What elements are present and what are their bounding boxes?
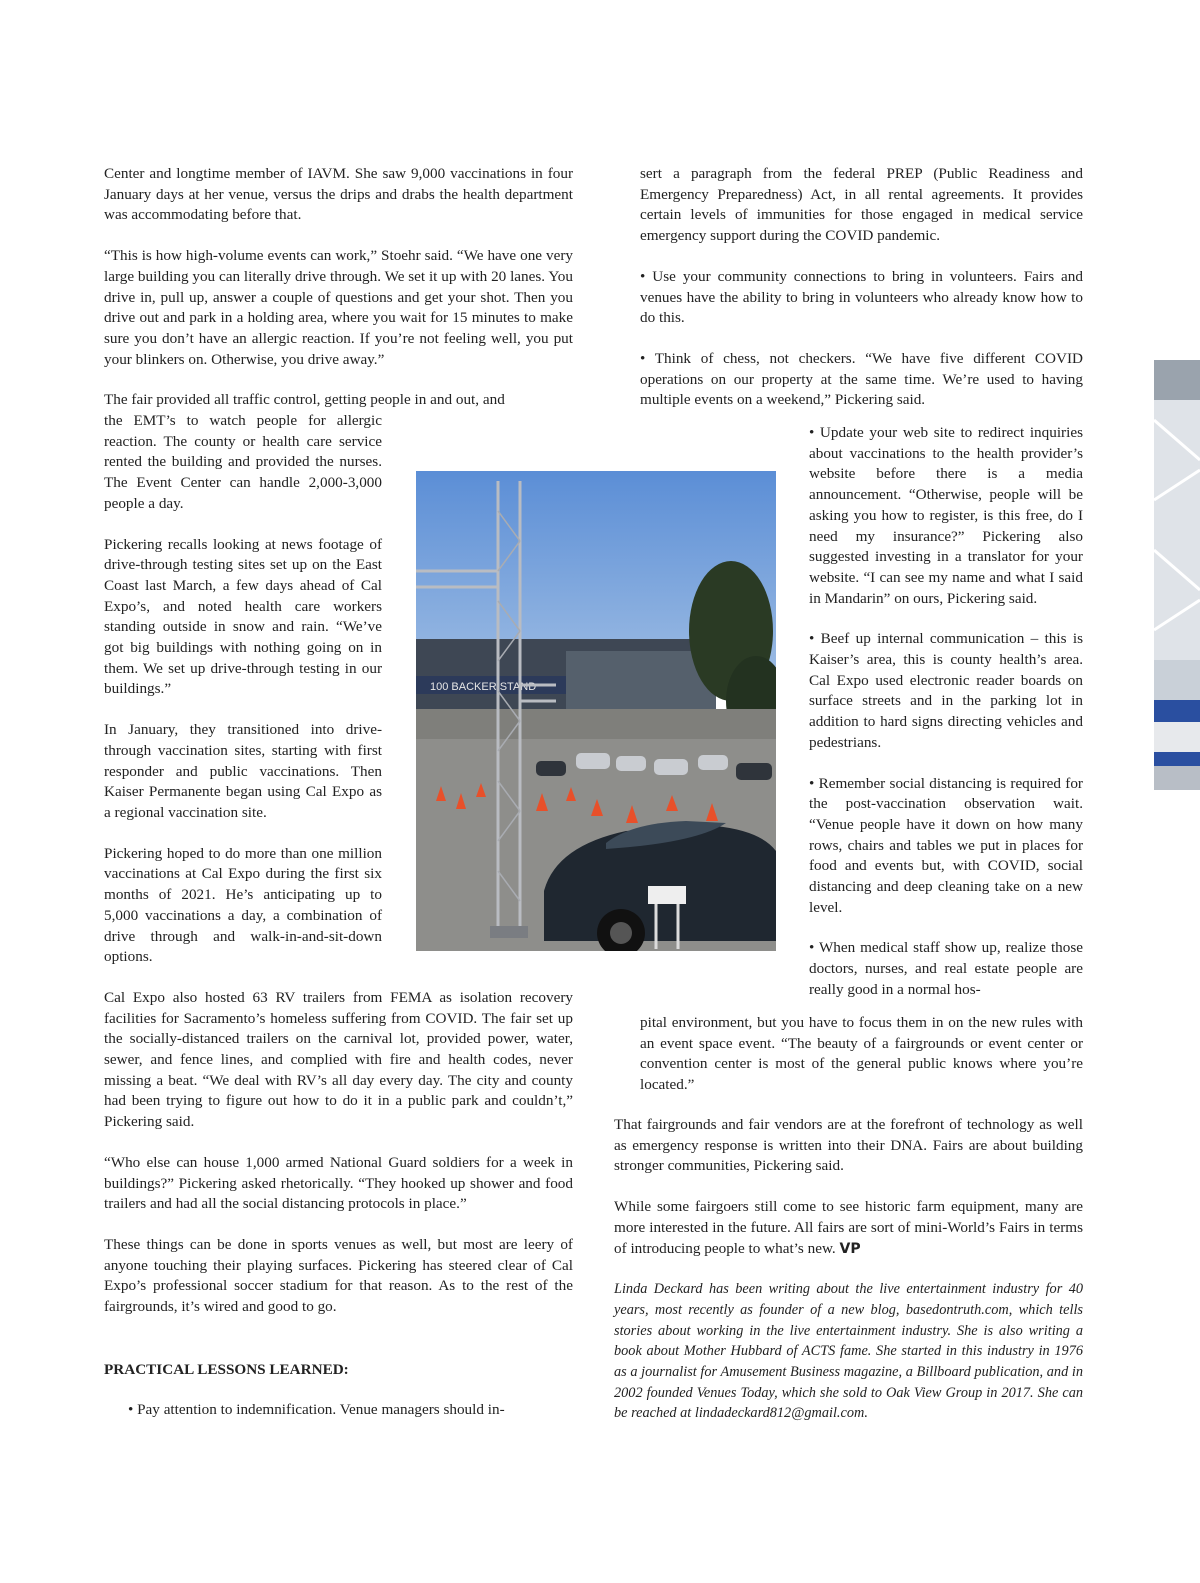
right-column-lower bbox=[614, 1115, 1083, 1444]
paragraph: Center and longtime member of IAVM. She saw 9,000 vaccinations in four January days at her venue, versus the drips and drabs the health department was accommodating before that. bbox=[104, 165, 573, 224]
author-bio: Linda Deckard has been writing about the live entertainment industry for 40 years, most recently as founder of a new blog, basedontruth.com, which tells stories about working in the live entertainment industry. She is also writing a book about Mother Hubbard of ACTS fame. She started in this industry in 1976 as a journalist for Amusement Business magazine, a Billboard publication, and in 2002 founded Venues Today, which she sold to Oak View Group in 2017. She can be reached at lindadeckard812@gmail.com. bbox=[614, 1281, 1083, 1422]
paragraph: These things can be done in sports venues as well, but most are leery of anyone touching their playing surfaces. Pickering has steered clear of Cal Expo’s professional soccer stadium for that reason. As to the rest of the fairgrounds, it’s wired and good to go. bbox=[104, 1235, 573, 1316]
paragraph-text: While some fairgoers still come to see historic farm equipment, many are more interested in the future. All fairs are sort of mini-World’s Fairs in terms of introducing people to what’s new. bbox=[614, 1198, 1083, 1257]
paragraph: Pickering recalls looking at news footage of drive-through testing sites set up on the East Coast last March, a few days ahead of Cal Expo’s, and noted health care workers standing outside in snow and rain. “We’ve got big buildings with nothing going on in them. We set up drive-through testing in our buildings.” bbox=[104, 535, 382, 698]
bullet-item: • Use your community connections to bring in volunteers. Fairs and venues have the ability to bring in volunteers who already know how to do this. bbox=[640, 267, 1083, 327]
right-column-continued bbox=[640, 1013, 1083, 1096]
paragraph: In January, they transitioned into drive-through vaccination sites, starting with first responder and public vaccinations. Then Kaiser Permanente began using Cal Expo as a regional vaccination site. bbox=[104, 721, 382, 821]
vaccination-site-photo bbox=[416, 471, 776, 951]
paragraph: The fair provided all traffic control, getting people in and out, and bbox=[104, 391, 505, 409]
closing-paragraph bbox=[614, 1197, 1083, 1259]
photo-illustration bbox=[416, 471, 776, 951]
paragraph: Pickering hoped to do more than one million vaccinations at Cal Expo during the first six months of 2021. He’s anticipating up to 5,000 vaccinations a day, a combination of drive through and walk-in-and-sit-down options. bbox=[104, 844, 382, 966]
paragraph: pital environment, but you have to focus them in on the new rules with an event space event. “The beauty of a fairgrounds or event center or convention center is most of the general public knows where you’re located.” bbox=[640, 1014, 1083, 1094]
section-heading: PRACTICAL LESSONS LEARNED: bbox=[104, 1360, 349, 1378]
edge-photo-illustration bbox=[1154, 360, 1200, 790]
paragraph: sert a paragraph from the federal PREP (Public Readiness and Emergency Preparedness) Act, in all rental agreements. It provides certain levels of immunities for those engaged in medical service emergency support during the COVID pandemic. bbox=[640, 165, 1083, 245]
paragraph: That fairgrounds and fair vendors are at the forefront of technology as well as emergency response is written into their DNA. Fairs are about building stronger communities, Pickering said. bbox=[614, 1116, 1083, 1175]
bullet-item: • Remember social distancing is required for the post-vaccination observation wait. “Venue people have it down on how many rows, chairs and tables we put in places for food and events but, with COVID, social distancing and deep cleaning take on a new level. bbox=[809, 774, 1083, 916]
bullet-item: • Update your web site to redirect inquiries about vaccinations to the health provider’s website before there is a media announcement. “Otherwise, people will be asking you how to register, is this free, do I need my insurance?” Pickering also suggested investing in a translator for your website. “I can see my name and what I said in Mandarin” on ours, Pickering said. bbox=[809, 424, 1083, 607]
edge-photo-fragment bbox=[1154, 360, 1200, 790]
right-column-wrap bbox=[809, 423, 1083, 1001]
end-mark: VP bbox=[839, 1240, 861, 1257]
bullet-item: • Pay attention to indemnification. Venue managers should in- bbox=[128, 1401, 505, 1419]
bullet-item: • Think of chess, not checkers. “We have five different COVID operations on our property at the same time. We’re used to having multiple events on a weekend,” Pickering said. bbox=[640, 349, 1083, 409]
sign-text: 100 BACKER STAND bbox=[430, 681, 537, 693]
paragraph: the EMT’s to watch people for allergic reaction. The county or health care service rented the building and provided the nurses. The Event Center can handle 2,000-3,000 people a day. bbox=[104, 412, 382, 512]
paragraph: “This is how high-volume events can work,” Stoehr said. “We have one very large building you can literally drive through. We set it up with 20 lanes. You drive in, pull up, answer a couple of questions and get your shot. Then you drive out and park in a holding area, where you wait for 15 minutes to make sure you don’t have an allergic reaction. If you’re not feeling well, you put your blinkers on. Otherwise, you drive away.” bbox=[104, 247, 573, 368]
paragraph: Cal Expo also hosted 63 RV trailers from FEMA as isolation recovery facilities for Sacramento’s homeless suffering from COVID. The fair set up the socially-distanced trailers on the carnival lot, provided power, water, sewer, and fence lines, and complied with fire and health codes, never missing a beat. “We deal with RV’s all day every day. The city and county had been trying to figure out how to do it in a public park and couldn’t,” Pickering said. bbox=[104, 988, 573, 1131]
bullet-item: • When medical staff show up, realize those doctors, nurses, and real estate people are really good in a normal hos- bbox=[809, 939, 1083, 998]
bullet-item: • Beef up internal communication – this is Kaiser’s area, this is county health’s area. Cal Expo used electronic reader boards on surface streets and in the parking lot in addition to hard signs directing vehicles and pedestrians. bbox=[809, 630, 1083, 751]
paragraph: “Who else can house 1,000 armed National Guard soldiers for a week in buildings?” Pickering asked rhetorically. “They hooked up shower and food trailers and had all the social distancing protocols in place.” bbox=[104, 1153, 573, 1213]
right-column bbox=[640, 164, 1083, 431]
